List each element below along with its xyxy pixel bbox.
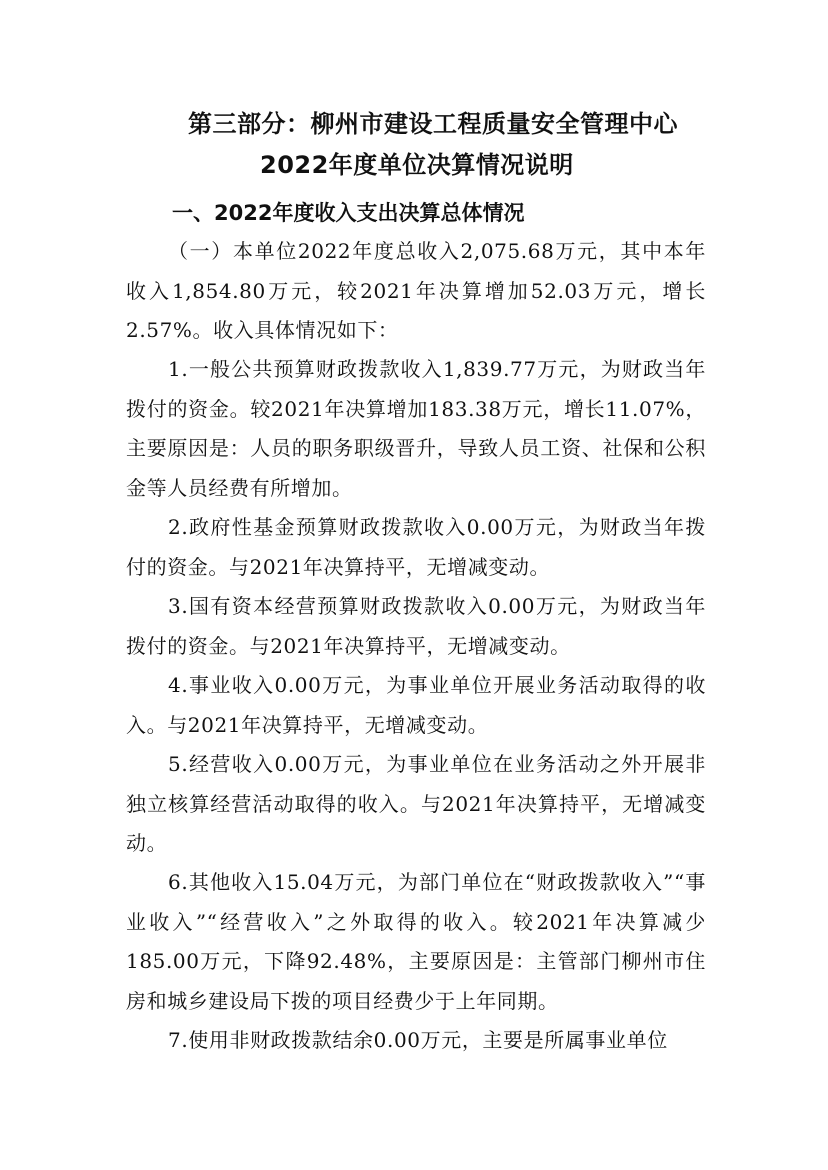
document-title-line2: 2022年度单位决算情况说明 (260, 151, 574, 179)
paragraph-general-budget-income: 1.一般公共预算财政拨款收入1,839.77万元，为财政当年拨付的资金。较2021年决算增加183.38万元，增长11.07%，主要原因是：人员的职务职级晋升，导致人员工资、社保和公积金等人员经费有所增加。 (126, 357, 706, 500)
section-heading-1: 一、2022年度收入支出决算总体情况 (172, 201, 525, 225)
paragraph-state-capital-income: 3.国有资本经营预算财政拨款收入0.00万元，为财政当年拨付的资金。与2021年决算持平，无增减变动。 (126, 594, 706, 658)
paragraph-non-fiscal-surplus: 7.使用非财政拨款结余0.00万元，主要是所属事业单位 (168, 1028, 668, 1052)
paragraph-operating-income: 5.经营收入0.00万元，为事业单位在业务活动之外开展非独立核算经营活动取得的收入。与2021年决算持平，无增减变动。 (126, 752, 706, 856)
paragraph-business-income: 4.事业收入0.00万元，为事业单位开展业务活动取得的收入。与2021年决算持平，无增减变动。 (126, 673, 706, 737)
document-title-line1: 第三部分：柳州市建设工程质量安全管理中心 (188, 110, 678, 138)
paragraph-total-income: （一）本单位2022年度总收入2,075.68万元，其中本年收入1,854.80万元，较2021年决算增加52.03万元，增长2.57%。收入具体情况如下： (126, 239, 706, 343)
paragraph-government-fund-income: 2.政府性基金预算财政拨款收入0.00万元，为财政当年拨付的资金。与2021年决算持平，无增减变动。 (126, 515, 706, 579)
paragraph-other-income: 6.其他收入15.04万元，为部门单位在“财政拨款收入”“事业收入”“经营收入”之外取得的收入。较2021年决算减少185.00万元，下降92.48%，主要原因是：主管部门柳州市住房和城乡建设局下拨的项目经费少于上年同期。 (126, 870, 706, 1013)
